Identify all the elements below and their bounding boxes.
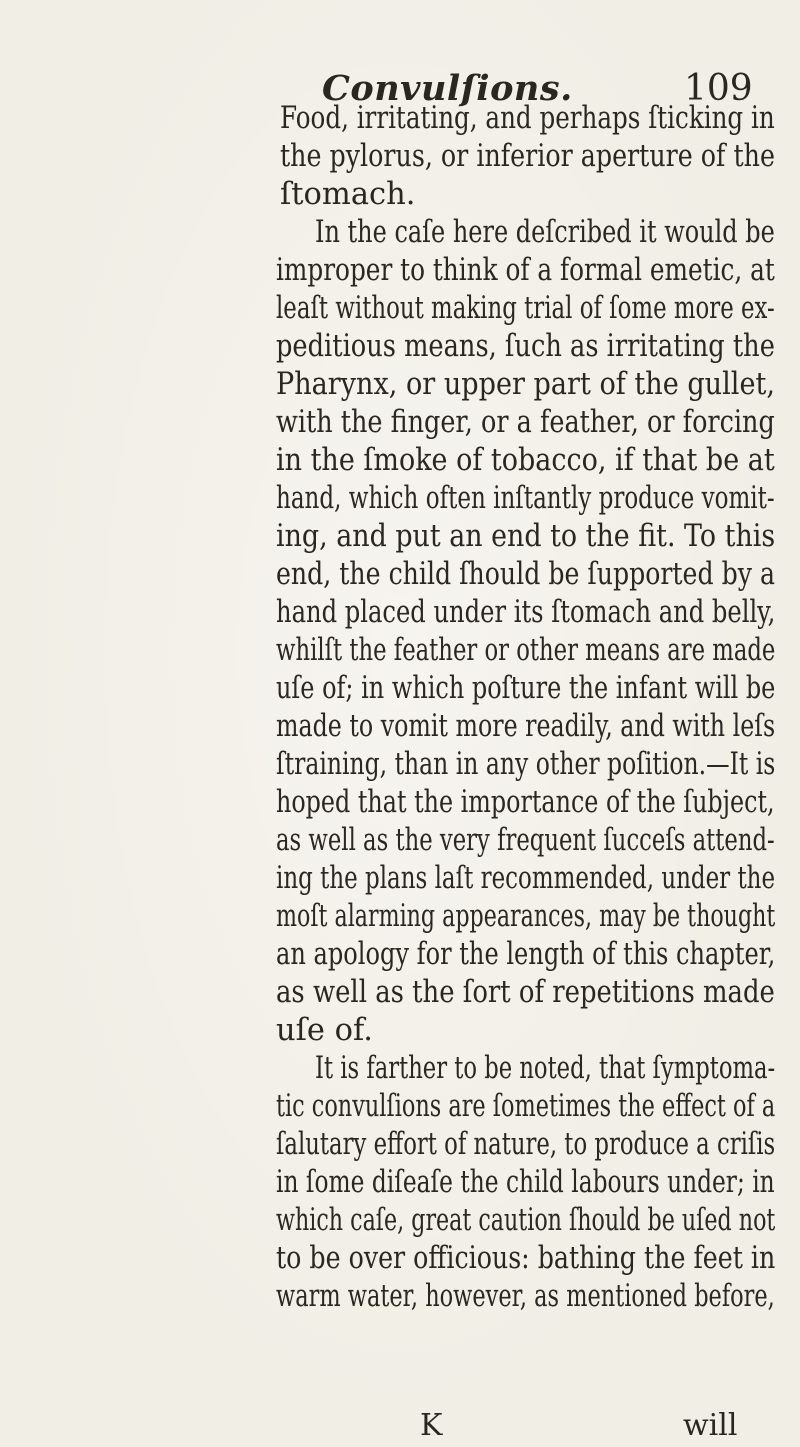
text-line: hand, which often inſtantly produce vomit- — [276, 481, 775, 516]
text-line: to be over officious: bathing the feet in — [276, 1241, 776, 1276]
text-line: in the ſmoke of tobacco, if that be at — [276, 443, 775, 478]
text-line: made to vomit more readily, and with leſs — [276, 709, 776, 744]
page-number: 109 — [684, 68, 753, 109]
text-line: an apology for the length of this chapter, — [276, 937, 776, 972]
text-line: In the caſe here deſcribed it would be — [315, 215, 775, 250]
text-line: as well as the very frequent ſucceſs attend- — [276, 823, 775, 858]
text-line: ſtomach. — [280, 177, 416, 212]
text-line: whilſt the feather or other means are made — [276, 633, 776, 668]
text-line: which caſe, great caution ſhould be uſed not — [276, 1203, 776, 1238]
text-line: hoped that the importance of the ſubject, — [276, 785, 775, 820]
text-line: warm water, however, as mentioned before, — [276, 1279, 775, 1314]
signature-mark: K — [420, 1408, 443, 1443]
text-line: uſe of. — [276, 1013, 373, 1048]
text-line: It is farther to be noted, that ſymptoma- — [315, 1051, 776, 1086]
text-line: ing, and put an end to the fit. To this — [276, 519, 776, 554]
text-line: uſe of; in which poſture the infant will be — [276, 671, 776, 706]
text-line: leaſt without making trial of ſome more ex- — [276, 291, 775, 326]
text-line: tic convulſions are ſometimes the effect of a — [276, 1089, 776, 1124]
running-head: Convulſions. — [322, 68, 573, 109]
text-line: ſtraining, than in any other poſition.—It is — [276, 747, 776, 782]
text-line: improper to think of a formal emetic, at — [276, 253, 775, 288]
text-line: peditious means, ſuch as irritating the — [276, 329, 775, 364]
text-line: ſalutary effort of nature, to produce a criſis — [276, 1127, 776, 1162]
text-line: in ſome diſeaſe the child labours under; in — [276, 1165, 775, 1200]
text-line: with the finger, or a feather, or forcing — [276, 405, 775, 440]
text-line: ing the plans laſt recommended, under the — [276, 861, 776, 896]
text-line: Pharynx, or upper part of the gullet, — [276, 367, 775, 402]
text-line: moſt alarming appearances, may be thought — [276, 899, 776, 934]
text-line: as well as the ſort of repetitions made — [276, 975, 775, 1010]
text-line: hand placed under its ſtomach and belly, — [276, 595, 776, 630]
text-line: the pylorus, or inferior aperture of the — [280, 139, 775, 174]
text-line: Food, irritating, and perhaps ſticking in — [280, 101, 775, 136]
catchword: will — [683, 1408, 738, 1443]
text-line: end, the child ſhould be ſupported by a — [276, 557, 775, 592]
